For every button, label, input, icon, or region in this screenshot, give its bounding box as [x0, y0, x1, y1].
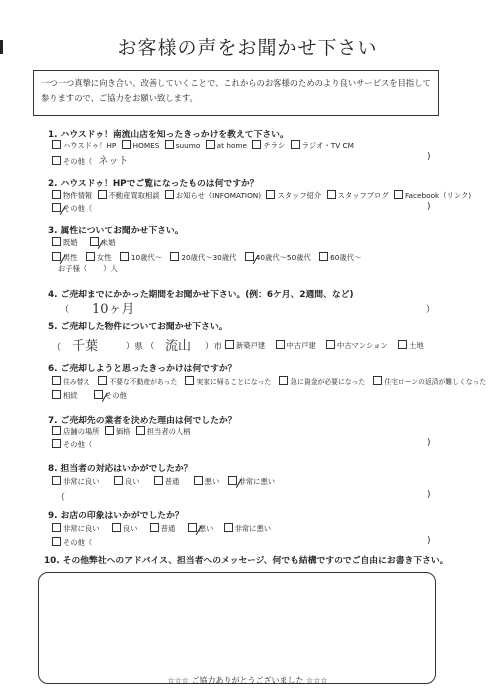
q8-option[interactable]: 悪い — [194, 477, 220, 486]
checkbox[interactable] — [52, 439, 61, 448]
checkbox[interactable] — [165, 140, 174, 149]
checkbox[interactable] — [86, 252, 95, 261]
q3-option[interactable]: 60歳代～ — [319, 253, 361, 262]
q2-question: 2. ハウスドゥ！HPでご覧になったものは何ですか？ — [48, 179, 259, 189]
checkbox[interactable] — [225, 340, 234, 349]
q9-option[interactable]: 良い — [112, 524, 138, 533]
q7-option[interactable]: 価格 — [105, 427, 131, 436]
q9-option[interactable]: 普通 — [150, 524, 176, 533]
q5-city-suffix: ）市 — [205, 342, 223, 352]
q5-city: 流山 — [165, 339, 192, 354]
checkbox-checked[interactable] — [188, 523, 197, 532]
checkbox[interactable] — [326, 340, 335, 349]
q9-close: ) — [427, 536, 431, 546]
q7-close: ) — [427, 438, 431, 448]
q5-option[interactable]: 中古マンション — [326, 341, 388, 350]
q8-open: （ — [56, 493, 66, 503]
q1-other[interactable]: その他（ ネット — [52, 152, 129, 167]
q3-gender-age — [52, 252, 361, 263]
checkbox[interactable] — [224, 523, 233, 532]
q6-options2 — [52, 390, 127, 401]
q8-option[interactable]: 普通 — [154, 477, 180, 486]
q9-option[interactable]: 悪い — [188, 524, 214, 533]
checkbox[interactable] — [170, 252, 179, 261]
q1-option[interactable]: HOMES — [122, 141, 160, 150]
q1-option[interactable]: ハウスドゥ！HP — [52, 141, 116, 150]
checkbox-checked[interactable] — [52, 252, 61, 261]
checkbox[interactable] — [373, 376, 382, 385]
q6-option[interactable]: 相続 — [52, 391, 78, 400]
q4-answer: 10ヶ月 — [92, 302, 135, 317]
checkbox[interactable] — [52, 190, 61, 199]
q6-option[interactable]: 住宅ローンの返済が難しくなった — [373, 378, 486, 386]
q1-other-value: ネット — [98, 156, 129, 167]
q2-other[interactable]: その他（ — [52, 203, 92, 214]
checkbox[interactable] — [266, 190, 275, 199]
q4-close: ） — [426, 305, 436, 315]
thanks-footer: ☆☆☆ ご協力ありがとうございました ☆☆☆ — [167, 676, 328, 685]
q8-options — [52, 476, 275, 487]
q3-option[interactable]: 女性 — [86, 253, 112, 262]
checkbox-checked[interactable] — [94, 390, 103, 399]
checkbox[interactable] — [398, 340, 407, 349]
q7-option[interactable]: 担当者の人柄 — [136, 427, 191, 436]
checkbox[interactable] — [136, 426, 145, 435]
q9-option[interactable]: 非常に良い — [52, 524, 99, 533]
checkbox[interactable] — [52, 390, 61, 399]
checkbox[interactable] — [394, 190, 403, 199]
q5-option[interactable]: 土地 — [398, 341, 424, 350]
q7-question: 7. ご売却先の業者を決めた理由は何でしたか？ — [48, 416, 237, 426]
q9-other[interactable]: その他（ — [52, 537, 92, 548]
q6-question: 6. ご売却しようと思ったきっかけは何ですか？ — [48, 364, 237, 374]
q3-option[interactable]: 既婚 — [52, 238, 78, 247]
q4-open: （ — [60, 305, 70, 315]
checkbox-checked[interactable] — [245, 252, 254, 261]
checkbox[interactable] — [252, 140, 261, 149]
checkbox[interactable] — [327, 190, 336, 199]
checkbox[interactable] — [194, 476, 203, 485]
checkbox[interactable] — [319, 252, 328, 261]
q2-option[interactable]: Facebook（リンク) — [394, 191, 471, 200]
q3-question: 3. 属性についてお聞かせ下さい。 — [48, 226, 184, 236]
q1-option[interactable]: suumo — [165, 141, 201, 150]
checkbox[interactable] — [105, 426, 114, 435]
checkbox[interactable] — [52, 537, 61, 546]
q9-option[interactable]: 非常に悪い — [224, 524, 271, 533]
q1-option[interactable]: ラジオ・TV CM — [291, 141, 354, 150]
q6-option[interactable]: 住み替え — [52, 378, 90, 386]
checkbox[interactable] — [154, 476, 163, 485]
checkbox[interactable] — [52, 156, 61, 165]
checkbox-checked[interactable] — [52, 203, 61, 212]
q6-option[interactable]: その他 — [94, 391, 127, 400]
q2-close: ) — [427, 202, 431, 212]
q1-question: 1. ハウスドゥ！南流山店を知ったきっかけを教えて下さい。 — [48, 130, 289, 140]
checkbox[interactable] — [120, 252, 129, 261]
q8-option[interactable]: 非常に良い — [52, 477, 99, 486]
checkbox[interactable] — [276, 340, 285, 349]
q9-options — [52, 523, 271, 534]
checkbox[interactable] — [185, 376, 194, 385]
checkbox[interactable] — [122, 140, 131, 149]
q2-option[interactable]: スタッフ紹介 — [266, 191, 321, 200]
page-title: お客様の声をお聞かせ下さい — [117, 37, 378, 59]
q8-option[interactable]: 良い — [114, 477, 140, 486]
checkbox-checked[interactable] — [228, 476, 237, 485]
q9-question: 9. お店の印象はいかがでしたか？ — [48, 511, 184, 521]
q6-option[interactable]: 急に資金が必要になった — [279, 378, 365, 386]
checkbox[interactable] — [52, 140, 61, 149]
q6-option[interactable]: 実家に帰ることになった — [185, 378, 271, 386]
q3-option[interactable]: 10歳代～ — [120, 253, 162, 262]
checkbox[interactable] — [52, 376, 61, 385]
checkbox[interactable] — [52, 476, 61, 485]
q3-option[interactable]: 20歳代～30歳代 — [170, 253, 236, 262]
q3-option[interactable]: 未婚 — [90, 238, 116, 247]
checkbox[interactable] — [279, 376, 288, 385]
q3-option[interactable]: 40歳代～50歳代 — [245, 253, 311, 262]
checkbox[interactable] — [112, 523, 121, 532]
q10-question: 10. その他弊社へのアドバイス、担当者へのメッセージ、何でも結構ですのでご自由にお書き下さい。 — [44, 556, 449, 566]
checkbox[interactable] — [114, 476, 123, 485]
q5-open: （ — [52, 343, 62, 353]
q1-options — [52, 140, 354, 151]
q2-option[interactable]: 物件情報 — [52, 191, 92, 200]
q6-options — [52, 376, 486, 386]
q5-types — [225, 340, 424, 351]
checkbox[interactable] — [52, 523, 61, 532]
checkbox[interactable] — [165, 190, 174, 199]
intro-box: 一つ一つ真摯に向き合い、改善していくことで、これからのお客様のためのより良いサービスを目指して参りますので、ご協力をお願い致します。 — [33, 70, 439, 116]
q8-close: ) — [427, 490, 431, 500]
q3-marital — [52, 237, 116, 248]
checkbox[interactable] — [98, 190, 107, 199]
q2-options — [52, 190, 471, 201]
q6-option[interactable]: 不要な不動産があった — [98, 378, 177, 386]
q7-options — [52, 426, 191, 437]
q7-other[interactable]: その他（ — [52, 439, 92, 450]
q7-option[interactable]: 店舗の場所 — [52, 427, 99, 436]
checkbox[interactable] — [206, 140, 215, 149]
q1-option[interactable]: チラシ — [252, 141, 285, 150]
q5-option[interactable]: 新築戸建 — [225, 341, 265, 350]
checkbox-checked[interactable] — [90, 237, 99, 246]
q2-option[interactable]: 不動産買取相談 — [98, 191, 160, 200]
checkbox[interactable] — [291, 140, 300, 149]
checkbox[interactable] — [98, 376, 107, 385]
checkbox[interactable] — [150, 523, 159, 532]
q5-question: 5. ご売却した物件についてお聞かせ下さい。 — [48, 322, 228, 332]
q2-option[interactable]: お知らせ（INFOMATION) — [165, 191, 261, 200]
q5-option[interactable]: 中古戸建 — [276, 341, 316, 350]
q8-option[interactable]: 非常に悪い — [228, 477, 275, 486]
q3-option[interactable]: 男性 — [52, 253, 78, 262]
q1-close: ) — [427, 152, 431, 162]
q5-prefecture: 千葉 — [72, 339, 99, 354]
q8-question: 8. 担当者の対応はいかがでしたか？ — [48, 464, 193, 474]
free-comment-box[interactable] — [38, 572, 436, 684]
q2-option[interactable]: スタッフブログ — [327, 191, 389, 200]
checkbox[interactable] — [52, 426, 61, 435]
checkbox[interactable] — [52, 237, 61, 246]
q1-option[interactable]: at home — [206, 141, 247, 150]
q4-question: 4. ご売却までにかかった期間をお聞かせ下さい。(例：6ケ月、2週間、など) — [48, 290, 354, 300]
q5-pref-suffix: ）県 （ — [126, 342, 155, 352]
q3-children[interactable]: お子様（ ）人 — [58, 264, 118, 273]
